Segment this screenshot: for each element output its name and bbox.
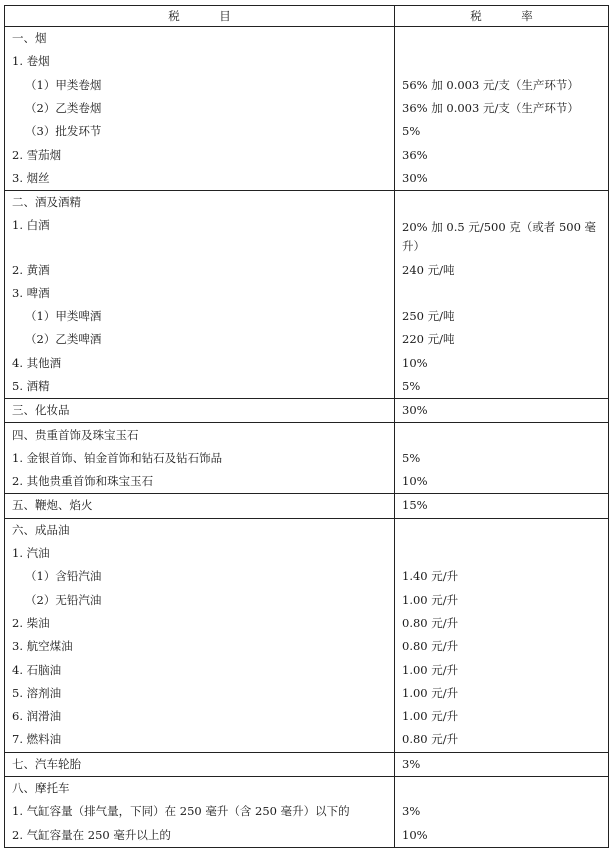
- tax-item-cell: 八、摩托车: [5, 776, 395, 800]
- tax-item-cell: 3. 航空煤油: [5, 635, 395, 658]
- tax-item-cell: 五、鞭炮、焰火: [5, 494, 395, 518]
- table-row: [5, 682, 609, 705]
- tax-rate-cell: 30%: [395, 399, 609, 423]
- table-row: [5, 282, 609, 305]
- tax-rate-cell: 1.40 元/升: [395, 565, 609, 588]
- tax-item-cell: 1. 气缸容量（排气量，下同）在 250 毫升（含 250 毫升）以下的: [5, 800, 395, 823]
- table-row: [5, 191, 609, 215]
- table-row: [5, 258, 609, 281]
- tax-rate-cell: 5%: [395, 120, 609, 143]
- tax-rate-cell: 5%: [395, 447, 609, 470]
- tax-item-cell: 6. 润滑油: [5, 705, 395, 728]
- tax-rate-cell: 0.80 元/升: [395, 728, 609, 752]
- table-row: [5, 658, 609, 681]
- tax-rate-cell: 1.00 元/升: [395, 682, 609, 705]
- table-row: [5, 752, 609, 776]
- tax-item-cell: 4. 其他酒: [5, 352, 395, 375]
- table-row: [5, 328, 609, 351]
- header-tax-rate: 税 率: [395, 6, 609, 27]
- tax-rate-cell: 1.00 元/升: [395, 705, 609, 728]
- tax-rate-cell: [395, 50, 609, 73]
- tax-item-cell: 3. 烟丝: [5, 167, 395, 191]
- tax-rate-cell: 10%: [395, 352, 609, 375]
- tax-item-cell: 2. 柴油: [5, 612, 395, 635]
- table-row: [5, 494, 609, 518]
- tax-rate-cell: 30%: [395, 167, 609, 191]
- tax-rate-cell: 36%: [395, 143, 609, 166]
- tax-rate-cell: 10%: [395, 470, 609, 494]
- tax-item-cell: 六、成品油: [5, 518, 395, 542]
- table-row: [5, 352, 609, 375]
- table-row: [5, 375, 609, 399]
- tax-item-cell: 七、汽车轮胎: [5, 752, 395, 776]
- tax-item-cell: （2）乙类啤酒: [5, 328, 395, 351]
- tax-rate-cell: [395, 423, 609, 447]
- tax-rate-cell: [395, 542, 609, 565]
- table-row: [5, 97, 609, 120]
- tax-item-cell: （1）甲类啤酒: [5, 305, 395, 328]
- tax-rate-cell: 20% 加 0.5 元/500 克（或者 500 毫升）: [395, 214, 609, 258]
- tax-rate-cell: [395, 191, 609, 215]
- table-row: [5, 447, 609, 470]
- tax-rate-cell: 5%: [395, 375, 609, 399]
- tax-item-cell: 三、化妆品: [5, 399, 395, 423]
- table-row: [5, 776, 609, 800]
- table-row: [5, 635, 609, 658]
- tax-item-cell: 2. 气缸容量在 250 毫升以上的: [5, 824, 395, 848]
- tax-item-cell: 1. 白酒: [5, 214, 395, 258]
- tax-rate-cell: 0.80 元/升: [395, 635, 609, 658]
- tax-item-cell: 5. 酒精: [5, 375, 395, 399]
- tax-item-cell: （1）含铅汽油: [5, 565, 395, 588]
- tax-rate-cell: 10%: [395, 824, 609, 848]
- tax-rate-cell: 250 元/吨: [395, 305, 609, 328]
- table-row: [5, 399, 609, 423]
- tax-item-cell: （2）无铅汽油: [5, 589, 395, 612]
- header-tax-item: 税 目: [5, 6, 395, 27]
- tax-rate-cell: 15%: [395, 494, 609, 518]
- table-row: [5, 705, 609, 728]
- tax-rate-cell: 3%: [395, 752, 609, 776]
- tax-rate-table: [4, 5, 609, 848]
- tax-rate-cell: 56% 加 0.003 元/支（生产环节）: [395, 74, 609, 97]
- tax-rate-cell: [395, 27, 609, 51]
- table-row: [5, 542, 609, 565]
- tax-rate-cell: 1.00 元/升: [395, 589, 609, 612]
- tax-rate-cell: 36% 加 0.003 元/支（生产环节）: [395, 97, 609, 120]
- table-row: [5, 728, 609, 752]
- table-row: [5, 824, 609, 848]
- table-row: [5, 214, 609, 258]
- table-row: [5, 50, 609, 73]
- table-row: [5, 74, 609, 97]
- table-row: [5, 612, 609, 635]
- tax-rate-cell: [395, 282, 609, 305]
- table-row: [5, 167, 609, 191]
- table-body: [5, 27, 609, 848]
- tax-item-cell: （2）乙类卷烟: [5, 97, 395, 120]
- tax-item-cell: 2. 雪茄烟: [5, 143, 395, 166]
- tax-item-cell: 2. 其他贵重首饰和珠宝玉石: [5, 470, 395, 494]
- table-row: [5, 423, 609, 447]
- tax-item-cell: 四、贵重首饰及珠宝玉石: [5, 423, 395, 447]
- table-header-row: [5, 6, 609, 27]
- tax-item-cell: 3. 啤酒: [5, 282, 395, 305]
- tax-rate-cell: 1.00 元/升: [395, 658, 609, 681]
- table-row: [5, 120, 609, 143]
- tax-rate-cell: 3%: [395, 800, 609, 823]
- tax-rate-cell: 0.80 元/升: [395, 612, 609, 635]
- tax-rate-cell: [395, 776, 609, 800]
- table-row: [5, 470, 609, 494]
- tax-item-cell: 一、烟: [5, 27, 395, 51]
- tax-item-cell: 二、酒及酒精: [5, 191, 395, 215]
- tax-item-cell: 4. 石脑油: [5, 658, 395, 681]
- tax-item-cell: 5. 溶剂油: [5, 682, 395, 705]
- tax-rate-cell: [395, 518, 609, 542]
- tax-rate-cell: 240 元/吨: [395, 258, 609, 281]
- table-row: [5, 565, 609, 588]
- tax-item-cell: 7. 燃料油: [5, 728, 395, 752]
- tax-rate-cell: 220 元/吨: [395, 328, 609, 351]
- tax-item-cell: 1. 卷烟: [5, 50, 395, 73]
- table-row: [5, 518, 609, 542]
- tax-item-cell: （3）批发环节: [5, 120, 395, 143]
- tax-item-cell: 1. 汽油: [5, 542, 395, 565]
- table-row: [5, 27, 609, 51]
- tax-item-cell: 1. 金银首饰、铂金首饰和钻石及钻石饰品: [5, 447, 395, 470]
- table-row: [5, 800, 609, 823]
- table-row: [5, 305, 609, 328]
- tax-item-cell: 2. 黄酒: [5, 258, 395, 281]
- table-row: [5, 143, 609, 166]
- table-row: [5, 589, 609, 612]
- tax-item-cell: （1）甲类卷烟: [5, 74, 395, 97]
